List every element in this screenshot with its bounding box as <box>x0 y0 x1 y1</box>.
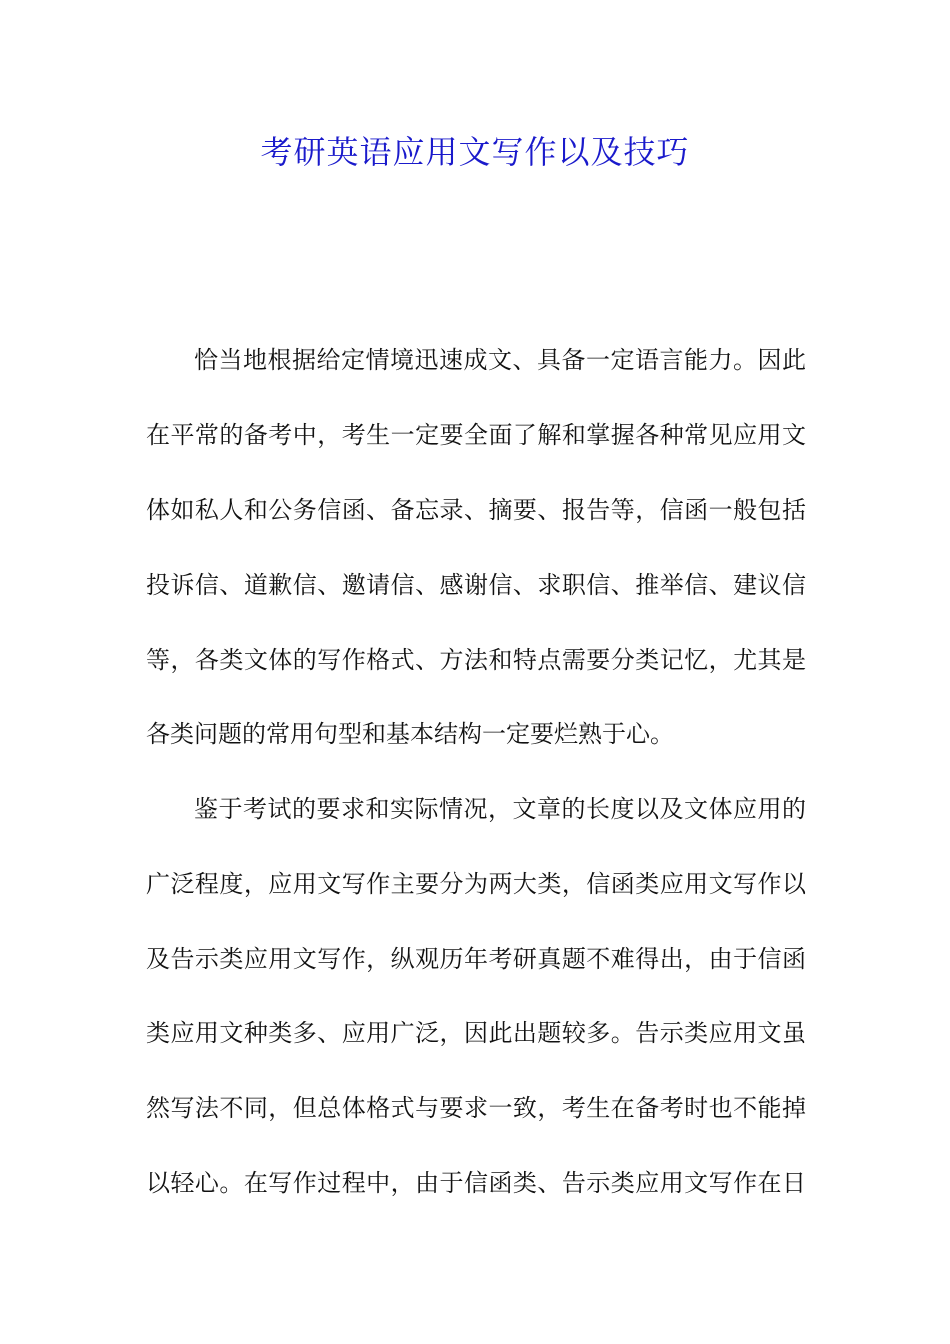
paragraph-1-line-5: 等，各类文体的写作格式、方法和特点需要分类记忆，尤其是 <box>146 646 806 674</box>
paragraph-2-line-5: 然写法不同，但总体格式与要求一致，考生在备考时也不能掉 <box>146 1094 806 1122</box>
paragraph-2-line-3: 及告示类应用文写作，纵观历年考研真题不难得出，由于信函 <box>146 945 806 973</box>
paragraph-1-line-1: 恰当地根据给定情境迅速成文、具备一定语言能力。因此 <box>194 346 806 374</box>
paragraph-1-line-4: 投诉信、道歉信、邀请信、感谢信、求职信、推举信、建议信 <box>146 571 806 599</box>
paragraph-2-line-2: 广泛程度，应用文写作主要分为两大类，信函类应用文写作以 <box>146 870 806 898</box>
paragraph-1-line-6: 各类问题的常用句型和基本结构一定要烂熟于心。 <box>146 720 674 748</box>
paragraph-2-line-1: 鉴于考试的要求和实际情况，文章的长度以及文体应用的 <box>194 795 806 823</box>
document-title: 考研英语应用文写作以及技巧 <box>260 133 690 171</box>
paragraph-1-line-3: 体如私人和公务信函、备忘录、摘要、报告等，信函一般包括 <box>146 496 806 524</box>
paragraph-2-line-6: 以轻心。在写作过程中，由于信函类、告示类应用文写作在日 <box>146 1169 806 1197</box>
paragraph-2-line-4: 类应用文种类多、应用广泛，因此出题较多。告示类应用文虽 <box>146 1019 806 1047</box>
paragraph-1-line-2: 在平常的备考中，考生一定要全面了解和掌握各种常见应用文 <box>146 421 806 449</box>
